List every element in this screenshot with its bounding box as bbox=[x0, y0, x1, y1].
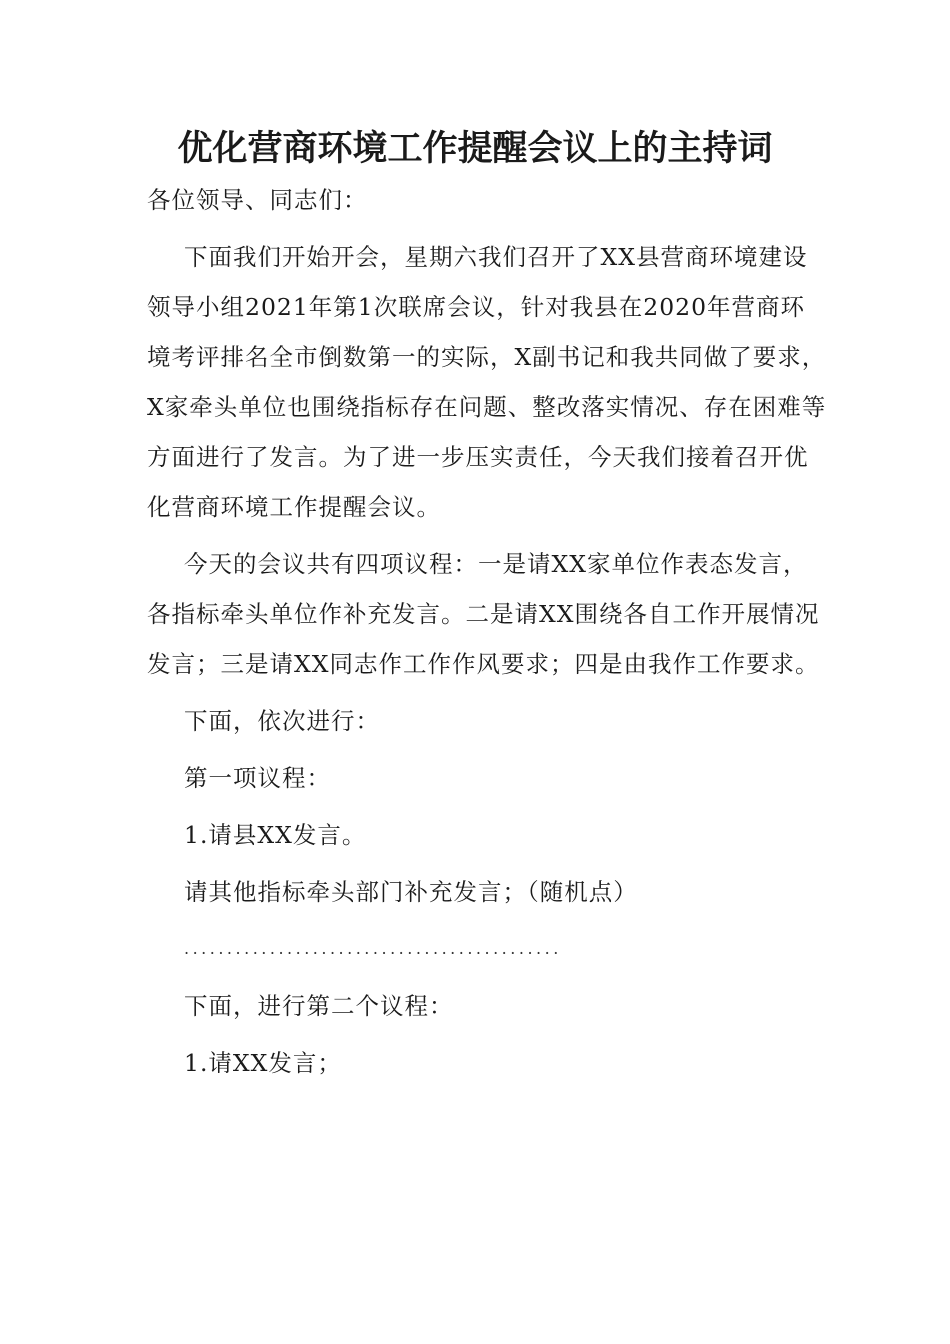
agenda-1-supplement: 请其他指标牵头部门补充发言；（随机点） bbox=[184, 878, 638, 906]
paragraph-opening: 下面我们开始开会，星期六我们召开了XX县营商环境建设领导小组2021年第1次联席会议，针对我县在2020年营商环境考评排名全市倒数第一的实际，X副书记和我共同做了要求，X家牵头单位也围绕指标存在问题、整改落实情况、存在困难等方面进行了发言。为了进一步压实责任，今天我们接着召开优化营商环境工作提醒会议。 bbox=[147, 243, 827, 521]
ellipsis-line: ............................................ bbox=[184, 939, 562, 958]
agenda-2-item-1: 1.请XX发言； bbox=[184, 1049, 342, 1077]
agenda-1-heading: 第一项议程： bbox=[184, 764, 331, 792]
salutation: 各位领导、同志们： bbox=[147, 186, 368, 214]
agenda-1-item-1: 1.请县XX发言。 bbox=[184, 821, 367, 849]
document-title: 优化营商环境工作提醒会议上的主持词 bbox=[177, 128, 773, 169]
line-proceed: 下面，依次进行： bbox=[184, 707, 380, 735]
line-second-agenda: 下面，进行第二个议程： bbox=[184, 992, 454, 1020]
document-body bbox=[147, 175, 827, 1095]
paragraph-agenda-overview: 今天的会议共有四项议程：一是请XX家单位作表态发言，各指标牵头单位作补充发言。二是请XX围绕各自工作开展情况发言；三是请XX同志作工作作风要求；四是由我作工作要求。 bbox=[147, 550, 820, 678]
